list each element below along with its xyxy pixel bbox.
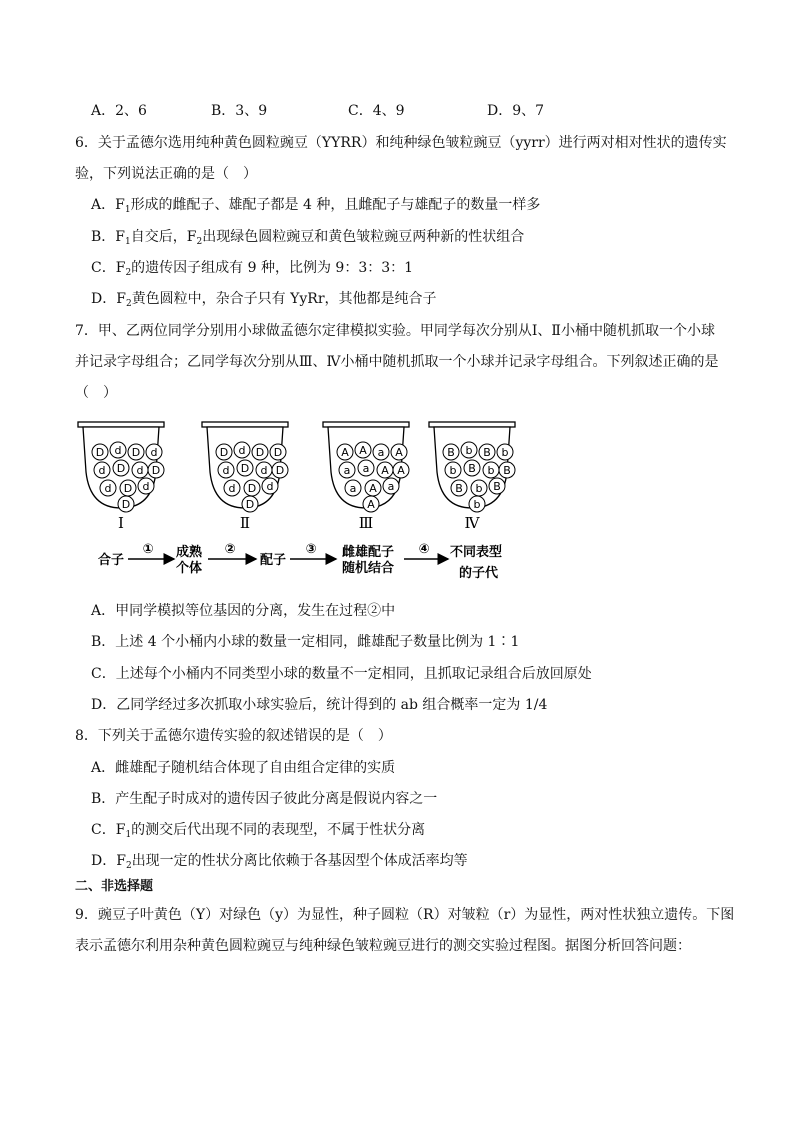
ball-letter: d [228, 482, 236, 495]
ball-letter: A [395, 446, 403, 459]
bucket-label: Ⅱ [239, 514, 251, 532]
q6-option-c: C．$F_2$的遗传因子组成有 9 种，比例为 9：3：3：1 [91, 260, 414, 278]
ball-letter: A [341, 446, 349, 459]
flow-node-mature-a: 成熟 [176, 545, 203, 560]
ball-letter: d [114, 444, 122, 457]
ball-letter: D [240, 462, 250, 475]
ball-letter: a [387, 480, 395, 493]
ball-letter: b [465, 444, 473, 457]
flow-node-mature-b: 个体 [176, 561, 203, 576]
flow-step-1: ① [142, 542, 154, 557]
ball-letter: b [487, 464, 495, 477]
ball-letter: d [104, 482, 112, 495]
ball-letter: B [493, 480, 501, 493]
bucket-rim [78, 422, 164, 427]
flow-step-2: ② [224, 542, 236, 557]
ball-letter: D [245, 498, 255, 511]
flow-step-4: ④ [418, 542, 430, 557]
q6-option-b: B．$F_1$自交后，$F_2$出现绿色圆粒豌豆和黄色皱粒豌豆两种新的性状组合 [91, 229, 525, 247]
ball-letter: D [273, 446, 283, 459]
ball-letter: a [377, 446, 385, 459]
q8-option-b: B．产生配子时成对的遗传因子彼此分离是假说内容之一 [91, 791, 438, 807]
ball-letter: B [455, 482, 463, 495]
ball-letter: D [219, 446, 229, 459]
bucket-diagram [70, 412, 511, 592]
ball-letter: A [359, 444, 367, 457]
flow-node-fertilization-b: 随机结合 [342, 561, 395, 576]
q8-stem: 8．下列关于孟德尔遗传实验的叙述错误的是（ ） [75, 728, 392, 744]
ball-letter: d [150, 446, 158, 459]
q5-option-b: B．3、9 [211, 103, 268, 119]
flow-step-3: ③ [305, 542, 317, 557]
ball-letter: D [131, 446, 141, 459]
ball-letter: a [362, 462, 370, 475]
bucket-1 [78, 422, 164, 532]
q8-option-c: C．$F_1$的测交后代出现不同的表现型，不属于性状分离 [91, 822, 426, 840]
flow-node-gamete: 配子 [260, 553, 287, 568]
flow-chart [98, 542, 502, 581]
q7-option-b: B．上述 4 个小桶内小球的数量一定相同，雌雄配子数量比例为 1∶1 [91, 634, 520, 650]
ball-letter: b [475, 482, 483, 495]
q7-option-c: C．上述每个小桶内不同类型小球的数量不一定相同，且抓取记录组合后放回原处 [91, 666, 592, 682]
q6-option-d: D．$F_2$黄色圆粒中，杂合子只有 YyRr，其他都是纯合子 [91, 291, 437, 309]
q6-stem-line2: 验，下列说法正确的是（ ） [75, 166, 257, 182]
ball-letter: d [222, 464, 230, 477]
ball-letter: D [121, 498, 131, 511]
bucket-2 [202, 422, 288, 532]
q9-stem-line1: 9．豌豆子叶黄色（Y）对绿色（y）为显性，种子圆粒（R）对皱粒（r）为显性，两对性状独立遗传。下图 [75, 907, 735, 923]
q5-option-a: A．2、6 [91, 103, 147, 119]
bucket-label: Ⅳ [464, 514, 480, 532]
ball-letter: D [95, 446, 105, 459]
bucket-label: Ⅲ [358, 514, 374, 532]
flow-node-zygote: 合子 [98, 553, 125, 568]
bucket-3 [323, 422, 409, 532]
ball-letter: d [136, 464, 144, 477]
ball-letter: D [275, 464, 285, 477]
q7-option-a: A．甲同学模拟等位基因的分离，发生在过程②中 [91, 603, 396, 619]
q7-stem-line2: 并记录字母组合；乙同学每次分别从Ⅲ、Ⅳ小桶中随机抓取一个小球并记录字母组合。下列叙述正确的是 [75, 354, 719, 370]
q9-stem-line2: 表示孟德尔利用杂种黄色圆粒豌豆与纯种绿色皱粒豌豆进行的测交实验过程图。据图分析回答问题： [75, 938, 691, 954]
ball-letter: D [255, 446, 265, 459]
ball-letter: d [238, 444, 246, 457]
ball-letter: A [367, 498, 375, 511]
q7-option-d: D．乙同学经过多次抓取小球实验后，统计得到的 ab 组合概率一定为 1/4 [91, 697, 548, 713]
flow-node-offspring-b: 的子代 [459, 566, 499, 581]
bucket-4 [429, 422, 515, 532]
ball-letter: D [123, 482, 133, 495]
q8-option-a: A．雌雄配子随机结合体现了自由组合定律的实质 [91, 760, 396, 776]
ball-letter: B [468, 462, 476, 475]
q6-stem-line1: 6．关于孟德尔选用纯种黄色圆粒豌豆（YYRR）和纯种绿色皱粒豌豆（yyrr）进行两对相对性状的遗传实 [75, 135, 727, 151]
q6-option-a: A．$F_1$形成的雌配子、雄配子都是 4 种，且雌配子与雄配子的数量一样多 [91, 197, 541, 215]
bucket-rim [202, 422, 288, 427]
section-heading: 二、非选择题 [75, 879, 154, 894]
ball-letter: b [501, 446, 509, 459]
ball-letter: B [447, 446, 455, 459]
ball-letter: b [473, 498, 481, 511]
flow-node-offspring-a: 不同表型 [450, 545, 503, 560]
ball-letter: d [266, 480, 274, 493]
ball-letter: a [349, 482, 357, 495]
bucket-rim [323, 422, 409, 427]
ball-letter: B [503, 464, 511, 477]
ball-letter: A [397, 464, 405, 477]
q7-stem-line3: （ ） [75, 385, 117, 401]
ball-letter: D [247, 482, 257, 495]
ball-letter: b [449, 464, 457, 477]
q5-option-c: C．4、9 [348, 103, 405, 119]
q5-option-d: D．9、7 [487, 103, 545, 119]
bucket-rim [429, 422, 515, 427]
ball-letter: A [381, 464, 389, 477]
ball-letter: D [151, 464, 161, 477]
ball-letter: d [142, 480, 150, 493]
bucket-label: Ⅰ [118, 514, 124, 532]
ball-letter: A [369, 482, 377, 495]
q8-option-d: D．$F_2$出现一定的性状分离比依赖于各基因型个体成活率均等 [91, 853, 468, 871]
flow-node-fertilization-a: 雌雄配子 [342, 545, 395, 560]
ball-letter: D [116, 462, 126, 475]
ball-letter: d [260, 464, 268, 477]
ball-letter: B [483, 446, 491, 459]
ball-letter: a [343, 464, 351, 477]
ball-letter: d [98, 464, 106, 477]
q7-stem-line1: 7．甲、乙两位同学分别用小球做孟德尔定律模拟实验。甲同学每次分别从Ⅰ、Ⅱ小桶中随机抓取一个小球 [75, 323, 715, 339]
